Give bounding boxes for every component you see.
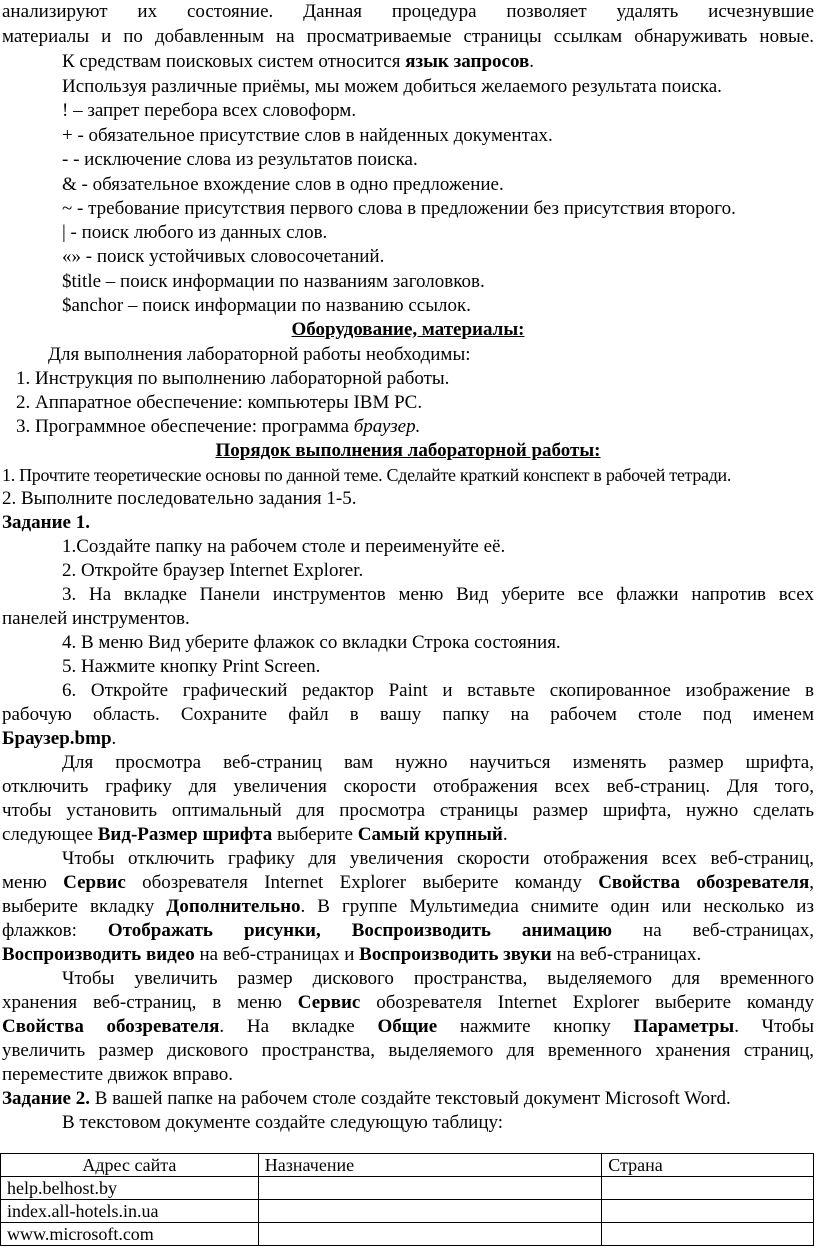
operator-item: & - обязательное вхождение слов в одно предложение.: [62, 174, 504, 195]
table-cell: [602, 1177, 814, 1200]
text-span: .: [111, 728, 117, 749]
procedure-heading: Порядок выполнения лабораторной работы:: [215, 440, 601, 461]
bold-term: язык запросов: [405, 51, 530, 72]
table-cell: [602, 1200, 814, 1223]
task2-line: [2, 1087, 731, 1111]
table-row: [1, 1200, 814, 1223]
text-span: . Чтобы: [734, 1016, 814, 1037]
task1-step: 3. На вкладке Панели инструментов меню Вид уберите все флажки напротив всех: [62, 584, 814, 605]
text-span: обозревателя Internet Explorer выберите команду: [360, 992, 814, 1013]
table-cell: [258, 1177, 602, 1200]
task1-step: 5. Нажмите кнопку Print Screen.: [62, 656, 321, 677]
button-name: Параметры: [633, 1016, 735, 1037]
checkbox-name: Воспроизводить звуки: [359, 944, 552, 965]
table-cell: [602, 1223, 814, 1246]
text-span: .: [502, 824, 508, 845]
para1-line: [2, 823, 508, 847]
operator-item: $title – поиск информации по названиям заголовков.: [62, 271, 485, 292]
text-span: ,: [809, 872, 814, 893]
menu-name: Сервис: [63, 872, 126, 893]
text-span: . На вкладке: [219, 1016, 378, 1037]
operator-item: ~ - требование присутствия первого слова в предложении без присутствия второго.: [62, 198, 736, 219]
menu-path: Вид-Размер шрифта: [97, 824, 273, 845]
table-header: Страна: [602, 1154, 814, 1177]
tab-name: Общие: [377, 1016, 438, 1037]
command-name: Свойства обозревателя: [598, 872, 810, 893]
checkbox-name: Воспроизводить видео: [2, 944, 195, 965]
procedure-step: 1. Прочтите теоретические основы по данной теме. Сделайте краткий конспект в рабочей тетради.: [2, 465, 732, 485]
operator-item: + - обязательное присутствие слов в найденных документах.: [62, 125, 553, 146]
text-span: флажков:: [2, 920, 108, 941]
equipment-item: 1. Инструкция по выполнению лабораторной работы.: [16, 368, 450, 389]
table-cell: help.belhost.by: [1, 1177, 259, 1200]
task1-step-cont: панелей инструментов.: [2, 608, 190, 629]
text-span: выберите вкладку: [2, 896, 167, 917]
table-cell: [258, 1200, 602, 1223]
task1-step-cont: [2, 727, 116, 751]
table-header-row: [1, 1154, 814, 1177]
task1-step-cont: рабочую область. Сохраните файл в вашу папку на рабочем столе под именем: [2, 704, 814, 725]
text-span: следующее: [2, 824, 98, 845]
para3-line: Чтобы увеличить размер дискового пространства, выделяемого для временного: [62, 968, 814, 989]
task1-step: 4. В меню Вид уберите флажок со вкладки Строка состояния.: [62, 632, 561, 653]
text-span: . В группе Мультимедиа снимите один или несколько из: [300, 896, 814, 917]
para3-line: увеличить размер дискового пространства, выделяемого для временного хранения страниц,: [2, 1040, 814, 1061]
checkbox-names: Отображать рисунки, Воспроизводить анимацию: [107, 920, 613, 941]
para3-line: [2, 991, 814, 1015]
text-span: 3. Программное обеспечение: программа: [16, 416, 354, 437]
para3-line: переместите движок вправо.: [2, 1064, 233, 1085]
text-span: К средствам поисковых систем относится: [62, 51, 406, 72]
task1-step: 1.Создайте папку на рабочем столе и переименуйте её.: [62, 536, 506, 557]
para2-line: [2, 919, 814, 943]
task1-step: 2. Откройте браузер Internet Explorer.: [62, 560, 364, 581]
menu-name: Сервис: [297, 992, 361, 1013]
operator-item: | - поиск любого из данных слов.: [62, 222, 328, 243]
equipment-item: 2. Аппаратное обеспечение: компьютеры IBM PC.: [16, 392, 423, 413]
intro-line-1: анализируют их состояние. Данная процедура позволяет удалять исчезнувшие: [2, 1, 814, 22]
table-row: [1, 1177, 814, 1200]
table-row: [1, 1223, 814, 1246]
text-span: обозревателя Internet Explorer выберите команду: [125, 872, 599, 893]
para2-line: Чтобы отключить графику для увеличения скорости отображения всех веб-страниц,: [62, 848, 814, 869]
para1-line: чтобы установить оптимальный для просмотра страницы размер шрифта, нужно сделать: [2, 800, 814, 821]
equipment-intro: Для выполнения лабораторной работы необходимы:: [48, 344, 471, 365]
task2-line-2: В текстовом документе создайте следующую таблицу:: [62, 1112, 504, 1133]
table-header: Адрес сайта: [1, 1154, 259, 1177]
table-cell: index.all-hotels.in.ua: [1, 1200, 259, 1223]
task1-step: 6. Откройте графический редактор Paint и вставьте скопированное изображение в: [62, 680, 814, 701]
equipment-heading: Оборудование, материалы:: [291, 319, 525, 340]
intro-line-4: Используя различные приёмы, мы можем добиться желаемого результата поиска.: [62, 76, 722, 97]
equipment-item: [16, 415, 420, 439]
text-span: В вашей папке на рабочем столе создайте текстовый документ Microsoft Word.: [89, 1088, 731, 1109]
text-span: на веб-страницах и: [194, 944, 360, 965]
para2-line: [2, 871, 814, 895]
para1-line: отключить графику для увеличения скорости отображения всех веб-страниц. Для того,: [2, 776, 814, 797]
para3-line: [2, 1015, 814, 1039]
operator-item: $anchor – поиск информации по названию ссылок.: [62, 295, 471, 316]
para2-line: [2, 943, 701, 967]
text-span: на веб-страницах.: [551, 944, 702, 965]
procedure-step: 2. Выполните последовательно задания 1-5.: [2, 488, 357, 509]
command-name: Свойства обозревателя: [2, 1016, 220, 1037]
text-span: на веб-страницах,: [612, 920, 814, 941]
file-name: Браузер.bmp: [2, 728, 112, 749]
operator-item: «» - поиск устойчивых словосочетаний.: [62, 246, 385, 267]
operator-item: ! – запрет перебора всех словоформ.: [62, 100, 357, 121]
tab-name: Дополнительно: [166, 896, 301, 917]
intro-line-2: материалы и по добавленным на просматриваемые страницы ссылкам обнаруживать новые.: [2, 26, 814, 47]
intro-line-3: [62, 50, 534, 74]
para2-line: [2, 895, 814, 919]
italic-term: браузер.: [353, 416, 421, 437]
task2-title: Задание 2.: [2, 1088, 90, 1109]
text-span: .: [529, 51, 535, 72]
menu-option: Самый крупный: [357, 824, 503, 845]
sites-table: [0, 1153, 814, 1246]
text-span: нажмите кнопку: [437, 1016, 634, 1037]
text-span: меню: [2, 872, 64, 893]
table-cell: [258, 1223, 602, 1246]
text-span: хранения веб-страниц, в меню: [2, 992, 298, 1013]
operator-item: - - исключение слова из результатов поиска.: [62, 149, 418, 170]
table-header: Назначение: [258, 1154, 602, 1177]
para1-line: Для просмотра веб-страниц вам нужно научиться изменять размер шрифта,: [62, 752, 814, 773]
table-cell: www.microsoft.com: [1, 1223, 259, 1246]
task1-title: Задание 1.: [2, 512, 90, 533]
text-span: выберите: [272, 824, 358, 845]
